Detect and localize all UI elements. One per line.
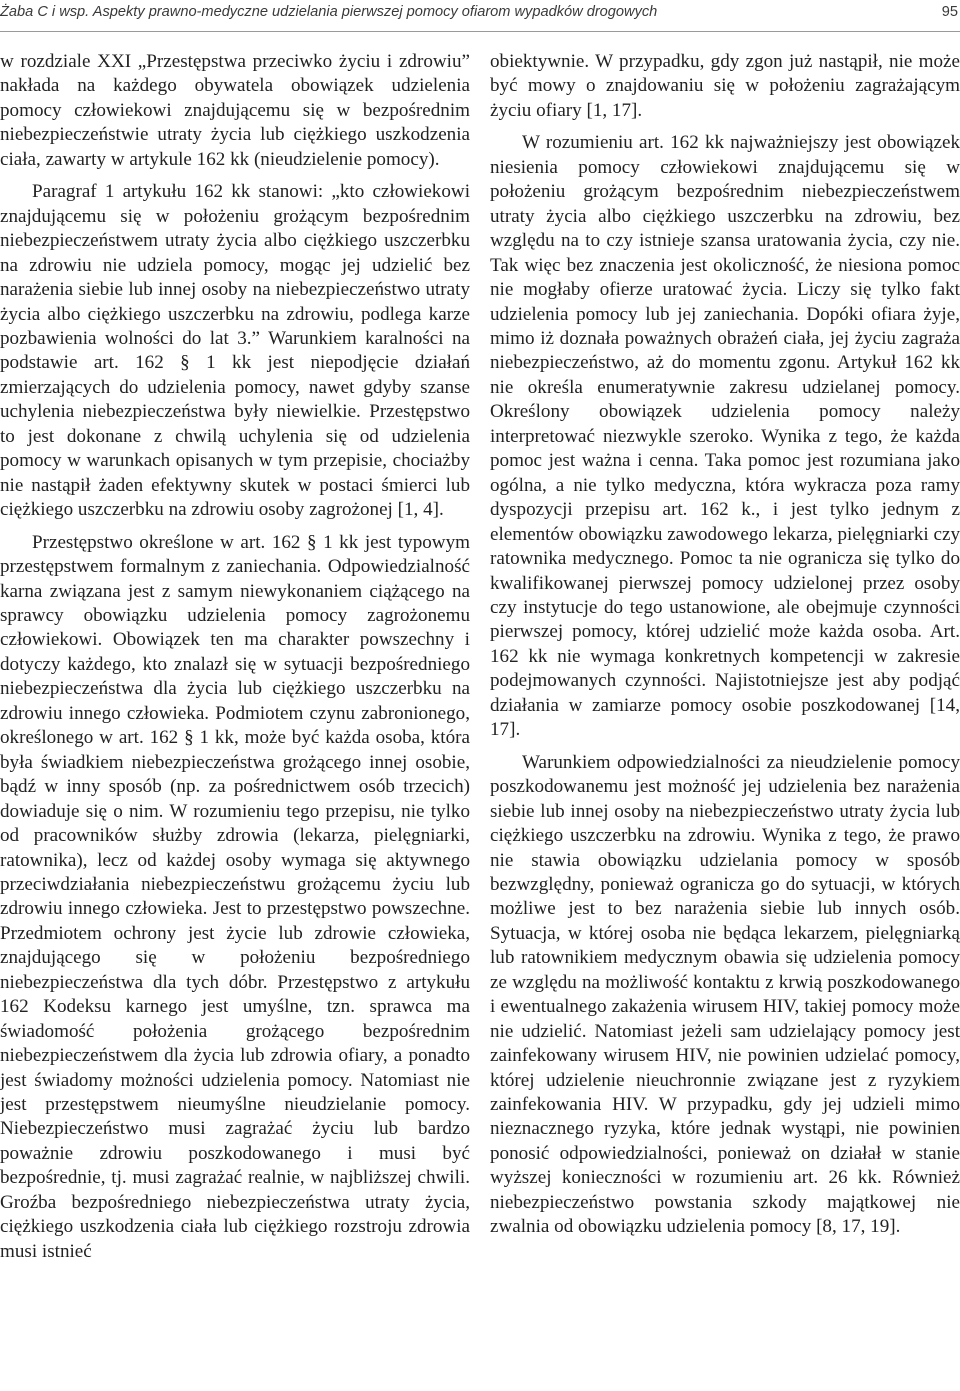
paragraph: Paragraf 1 artykułu 162 kk stanowi: „kto człowiekowi znajdującemu się w położeniu grożącym bezpośrednim niebezpieczeństwem utraty życia albo ciężkiego uszczerbku na zdrowiu nie udziela pomocy, mogąc jej udzielić bez narażenia siebie lub innej osoby na niebezpieczeństwo utraty życia albo ciężkiego uszczerbku na zdrowiu, podlega karze pozbawienia wolności do lat 3.” Warunkiem karalności na podstawie art. 162 § 1 kk jest niepodjęcie działań zmierzających do udzielenia pomocy, nawet gdyby szanse uchylenia niebezpieczeństwa były niewielkie. Przestępstwo to jest dokonane z chwilą uchylenia się od udzielenia pomocy w warunkach opisanych w tym przepisie, chociażby nie nastąpił żaden efektywny skutek w postaci śmierci lub ciężkiego uszczerbku na zdrowiu osoby zagrożonej [1, 4]. bbox=[0, 181, 470, 521]
running-title: Żaba C i wsp. Aspekty prawno-medyczne udzielania pierwszej pomocy ofiarom wypadków drogowych bbox=[0, 4, 658, 20]
page-number: 95 bbox=[941, 4, 958, 20]
paragraph: w rozdziale XXI „Przestępstwa przeciwko życiu i zdrowiu” nakłada na każdego obywatela obowiązek udzielenia pomocy człowiekowi znajdującemu się w bezpośrednim niebezpieczeństwie utraty życia lub ciężkiego uszkodzenia ciała, zawarty w artykule 162 kk (nieudzielenie pomocy). bbox=[0, 51, 470, 170]
paragraph: obiektywnie. W przypadku, gdy zgon już nastąpił, nie może być mowy o znajdowaniu się w położeniu zagrażającym życiu ofiary [1, 17]. bbox=[490, 51, 960, 121]
running-header bbox=[0, 4, 960, 28]
paragraph: W rozumieniu art. 162 kk najważniejszy jest obowiązek niesienia pomocy człowiekowi znajdującemu się w położeniu grożącym bezpośrednim niebezpieczeństwem utraty życia albo ciężkiego uszczerbku na zdrowiu, bez względu na to czy istnieje szansa uratowania życia, czy nie. Tak więc bez znaczenia jest okoliczność, że niesiona pomoc nie mogłaby ofierze uratować życia. Liczy się tylko fakt udzielenia pomocy lub jej zaniechania. Dopóki ofiara żyje, mimo iż doznała poważnych obrażeń ciała, jej życiu zagraża niebezpieczeństwo, aż do momentu zgonu. Artykuł 162 kk nie określa enumeratywnie zakresu udzielanej pomocy. Określony obowiązek udzielenia pomocy należy interpretować niezwykle szeroko. Wynika z tego, że każda pomoc jest ważna i cenna. Taka pomoc jest rozumiana jako ogólna, a nie tylko medyczna, która wykracza poza ramy dyspozycji przepisu art. 162 k., i jest tylko jednym z elementów obowiązku zawodowego lekarza, pielęgniarki czy ratownika medycznego. Pomoc ta nie ogranicza się tylko do kwalifikowanej pierwszej pomocy udzielonej przez osoby czy instytucje do tego ustanowione, ale obejmuje czynności pierwszej pomocy, której udzielić może każda osoba. Art. 162 kk nie wymaga konkretnych kompetencji w zakresie podejmowanych czynności. Najistotniejsze jest aby podjąć działania w zamiarze pomocy osobie poszkodowanej [14, 17]. bbox=[490, 132, 960, 741]
paragraph: Przestępstwo określone w art. 162 § 1 kk jest typowym przestępstwem formalnym z zaniechania. Odpowiedzialność karna związana jest z samym niewykonaniem ciążącego na sprawcy obowiązku udzielenia pomocy zagrożonemu człowiekowi. Obowiązek ten ma charakter powszechny i dotyczy każdego, kto znalazł się w sytuacji bezpośredniego niebezpieczeństwa dla życia lub ciężkiego uszczerbku na zdrowiu innego człowieka. Podmiotem czynu zabronionego, określonego w art. 162 § 1 kk, może być każda osoba, która była świadkiem niebezpieczeństwa grożącego innej osobie, bądź w inny sposób (np. za pośrednictwem osób trzecich) dowiaduje się o nim. W rozumieniu tego przepisu, nie tylko od pracowników służby zdrowia (lekarza, pielęgniarki, ratownika), lecz od każdej osoby wymaga się aktywnego przeciwdziałania niebezpieczeństwu grożącemu życiu lub zdrowiu innego człowieka. Jest to przestępstwo powszechne. Przedmiotem ochrony jest życie lub zdrowie człowieka, znajdującego się w położeniu bezpośredniego niebezpieczeństwa dla tych dóbr. Przestępstwo z artykułu 162 Kodeksu karnego jest umyślne, tzn. sprawca ma świadomość położenia grożącego bezpośrednim niebezpieczeństwem dla życia lub zdrowia ofiary, a ponadto jest świadomy możności udzielenia pomocy. Natomiast nie jest przestępstwem nieumyślne nieudzielanie pomocy. Niebezpieczeństwo musi zagrażać życiu lub bardzo poważnie zdrowiu poszkodowanego i musi być bezpośrednie, tj. musi zagrażać realnie, w najbliższej chwili. Groźba bezpośredniego niebezpieczeństwa utraty życia, ciężkiego uszkodzenia ciała lub ciężkiego rozstroju zdrowia musi istnieć bbox=[0, 531, 470, 1262]
right-column bbox=[490, 50, 960, 1240]
paragraph: Warunkiem odpowiedzialności za nieudzielenie pomocy poszkodowanemu jest możność jej udzielenia bez narażenia siebie lub innej osoby na niebezpieczeństwo utraty życia lub ciężkiego uszczerbku na zdrowiu. Wynika z tego, że prawo nie stawia obowiązku udzielania pomocy w sposób bezwzględny, ponieważ ogranicza go do sytuacji, w których możliwe jest to bez narażenia siebie lub innych osób. Sytuacja, w której osoba nie będąca lekarzem, pielęgniarką lub ratownikiem medycznym obawia się udzielenia pomocy ze względu na możliwość kontaktu z krwią poszkodowanego i ewentualnego zakażenia wirusem HIV, takiej pomocy może nie udzielić. Natomiast jeżeli sam udzielający pomocy jest zainfekowany wirusem HIV, nie powinien udzielać pomocy, której udzielenie nieuchronnie związane jest z ryzykiem zainfekowania HIV. W przypadku, gdy jej udzieli mimo nieznacznego ryzyka, które jednak wystąpi, nie powinien ponosić odpowiedzialności, ponieważ on działał w stanie wyższej konieczności w rozumieniu art. 26 kk. Również niebezpieczeństwo powstania szkody majątkowej nie zwalnia od obowiązku udzielenia pomocy [8, 17, 19]. bbox=[490, 751, 960, 1238]
left-column bbox=[0, 50, 470, 1264]
header-rule bbox=[0, 31, 960, 32]
